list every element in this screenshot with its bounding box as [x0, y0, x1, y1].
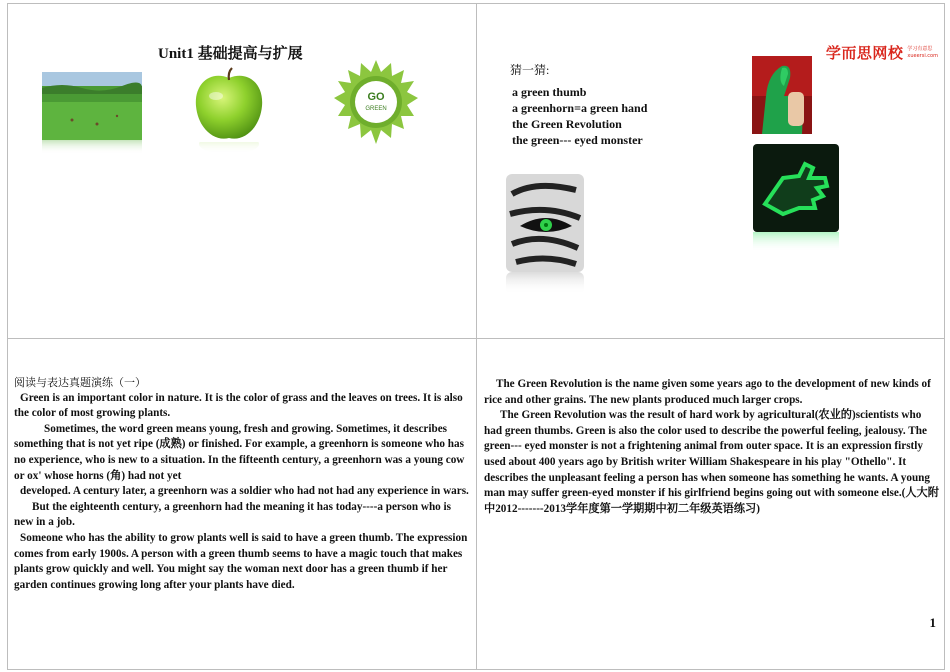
reading-passage-part1 [14, 375, 470, 593]
paragraph: Green is an important color in nature. It is the color of grass and the leaves on trees. It is also the color of most growing plants. [14, 391, 463, 420]
green-apple-image [190, 66, 268, 144]
slide-2 [476, 3, 945, 339]
logo-text: 学而思网校 [825, 44, 904, 62]
paragraph: But the eighteenth century, a greenhorn had the meaning it has today----a person who is new in a job. [14, 500, 452, 529]
neon-hand-image [753, 144, 839, 232]
green-apple-reflection [198, 142, 260, 156]
grassland-image [42, 72, 142, 140]
paragraph: Sometimes, the word green means young, fresh and growing. Sometimes, it describes something that is not yet ripe (成熟) or finished. For example, a greenhorn is someone who has no experience, who is new to a situation. In the fifteenth century, a greenhorn was a young cow or ox' whose horns (角) had not yet [14, 422, 465, 482]
paragraph: developed. A century later, a greenhorn was a soldier who had not had any experience in wars. [20, 485, 469, 498]
guess-item: the Green Revolution [512, 117, 622, 131]
section-heading: 阅读与表达真题演练（一） [14, 376, 146, 389]
go-green-badge-image [334, 60, 418, 144]
guess-item: a greenhorn=a green hand [512, 101, 648, 115]
green-eye-reflection [506, 272, 584, 294]
reading-passage-part2 [484, 377, 939, 517]
slide-title: Unit1 基础提高与扩展 [158, 46, 303, 62]
slide-3 [7, 338, 477, 670]
xueersi-logo [826, 42, 938, 63]
logo-subtitle: 学习有意思 [907, 45, 933, 52]
page-number: 1 [929, 615, 936, 630]
guess-label: 猜一猜: [510, 63, 550, 77]
paragraph: Someone who has the ability to grow plants well is said to have a green thumb. The expression comes from early 1900s. A person with a green thumb seems to have a magic touch that makes plants grow quickly and well. You might say the woman next door has a green thumb if her garden continues growing long after your plants have died. [14, 531, 468, 591]
logo-url: xueersi.com [907, 52, 938, 59]
green-eye-image [506, 174, 584, 272]
paragraph: The Green Revolution was the result of hard work by agricultural(农业的)scientists who had green thumbs. Green is also the color used to describe the powerful feeling, jealousy. The green--- eyed monster is not a frightening animal from outer space. It is an expression firstly used about 400 years ago by British writer William Shakespeare in his play "Othello". It describes the unpleasant feeling a person has when someone has something he wants. A young man may suffer green-eyed monster if his girlfriend begins going out with someone else.(人大附中2012-------2013学年度第一学期期中初二年级英语练习) [484, 409, 939, 515]
neon-hand-reflection [753, 232, 839, 252]
grassland-reflection [42, 140, 142, 154]
badge-green-text: GREEN [365, 106, 387, 112]
green-thumb-image [752, 56, 812, 134]
guess-item: the green--- eyed monster [512, 133, 643, 147]
guess-list [512, 84, 647, 148]
paragraph: The Green Revolution is the name given some years ago to the development of new kinds of rice and other grains. The new plants produced much larger crops. [484, 378, 931, 406]
badge-go-text: GO [367, 91, 385, 103]
slide-1 [7, 3, 477, 339]
slide-4 [476, 338, 945, 670]
guess-item: a green thumb [512, 85, 587, 99]
